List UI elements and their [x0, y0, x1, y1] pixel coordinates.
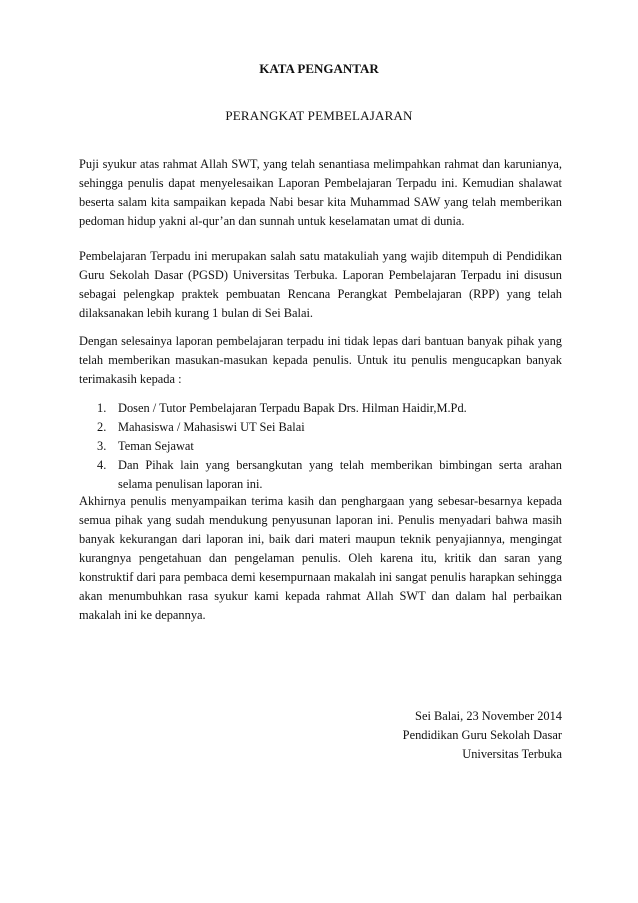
signature-institution: Pendidikan Guru Sekolah Dasar [402, 728, 562, 742]
paragraph-thanks-intro: Dengan selesainya laporan pembelajaran terpadu ini tidak lepas dari bantuan banyak pihak yang telah memberikan masukan-masukan kepada penulis. Untuk itu penulis mengucapkan banyak terimakasih kepada : [79, 334, 562, 386]
list-item [79, 437, 562, 456]
list-item-number: 3. [97, 439, 107, 453]
list-item [79, 399, 562, 418]
list-item-number: 1. [97, 401, 107, 415]
list-item-number: 2. [97, 420, 107, 434]
list-item-text: Mahasiswa / Mahasiswi UT Sei Balai [118, 420, 305, 434]
paragraph-course: Pembelajaran Terpadu ini merupakan salah satu matakuliah yang wajib ditempuh di Pendidikan Guru Sekolah Dasar (PGSD) Universitas Terbuka. Laporan Pembelajaran Terpadu ini disusun sebagai pelengkap praktek pembuatan Rencana Perangkat Pembelajaran (RPP) yang telah dilaksanakan lebih kurang 1 bulan di Sei Balai. [79, 249, 562, 320]
list-item [79, 418, 562, 437]
paragraph-opening: Puji syukur atas rahmat Allah SWT, yang telah senantiasa melimpahkan rahmat dan karunianya, sehingga penulis dapat menyelesaikan Laporan Pembelajaran Terpadu ini. Kemudian shalawat beserta salam kita sampaikan kepada Nabi besar kita Muhammad SAW yang telah memberikan pedoman hidup yakni al-qur’an dan sunnah untuk keselamatan umat di dunia. [79, 157, 562, 228]
list-item-number: 4. [97, 458, 107, 472]
thanks-list [79, 399, 562, 494]
signature-university: Universitas Terbuka [462, 747, 562, 761]
list-item-text: Dan Pihak lain yang bersangkutan yang telah memberikan bimbingan serta arahan selama penulisan laporan ini. [118, 458, 562, 491]
signature-place-date: Sei Balai, 23 November 2014 [415, 709, 562, 723]
list-item-text: Teman Sejawat [118, 439, 194, 453]
list-item-text: Dosen / Tutor Pembelajaran Terpadu Bapak Drs. Hilman Haidir,M.Pd. [118, 401, 467, 415]
document-title: KATA PENGANTAR [259, 61, 379, 76]
paragraph-closing: Akhirnya penulis menyampaikan terima kasih dan penghargaan yang sebesar-besarnya kepada semua pihak yang sudah mendukung penyusunan laporan ini. Penulis menyadari bahwa masih banyak kekurangan dari laporan ini, baik dari materi maupun teknik penyajiannya, mengingat kurangnya pengetahuan dan pengelaman penulis. Oleh karena itu, kritik dan saran yang konstruktif dari para pembaca demi kesempurnaan makalah ini sangat penulis harapkan sehingga akan menumbuhkan rasa syukur kami kepada rahmat Allah SWT dan dalam hal perbaikan makalah ini ke depannya. [79, 494, 562, 622]
document-subtitle: PERANGKAT PEMBELAJARAN [225, 108, 413, 123]
list-item [79, 456, 562, 494]
